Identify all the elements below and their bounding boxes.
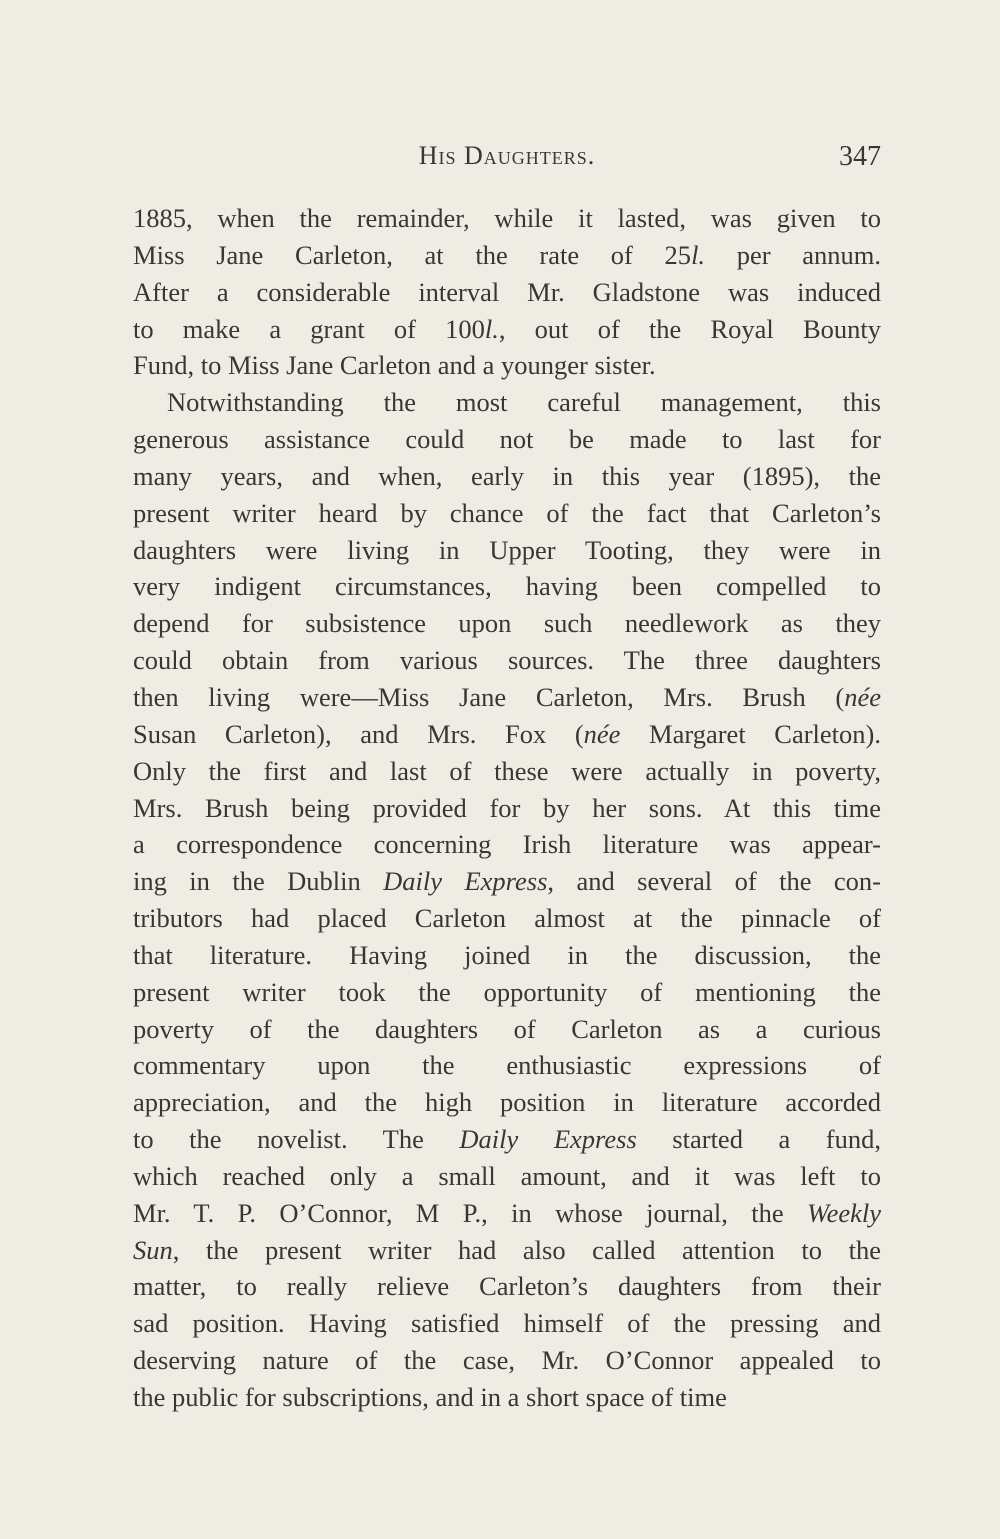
italic-text: l. <box>691 239 706 270</box>
text-run: present writer took the opportunity of mentioning the <box>133 976 881 1007</box>
text-line <box>133 1342 881 1379</box>
text-run: Mr. T. P. O’Connor, M P., in whose journal, the <box>133 1197 807 1228</box>
text-run: a correspondence concerning Irish literature was appear- <box>133 829 881 860</box>
text-run: Miss Jane Carleton, at the rate of 25 <box>133 239 692 270</box>
text-line <box>133 532 881 569</box>
text-run: , the present writer had also called attention to the <box>172 1234 881 1265</box>
text-run: to the novelist. The <box>133 1124 460 1155</box>
running-title: His Daughters. <box>418 141 596 170</box>
text-run: commentary upon the enthusiastic expressions of <box>133 1050 881 1081</box>
text-line <box>133 1268 881 1305</box>
text-line <box>133 311 881 348</box>
text-run: the public for subscriptions, and in a short space of time <box>133 1382 727 1412</box>
text-run: , out of the Royal Bounty <box>498 313 881 344</box>
text-line <box>133 974 881 1011</box>
text-run: Notwithstanding the most careful management, this <box>167 387 881 418</box>
text-line <box>133 679 881 716</box>
text-run: per annum. <box>705 239 881 270</box>
text-run: Fund, to Miss Jane Carleton and a younger sister. <box>133 350 656 381</box>
text-line <box>133 237 881 274</box>
italic-text: l. <box>484 313 499 344</box>
text-run: tributors had placed Carleton almost at the pinnacle of <box>133 903 881 934</box>
italic-text: Daily Express <box>459 1124 637 1155</box>
text-run: sad position. Having satisfied himself of the pressing and <box>133 1308 881 1339</box>
italic-text: Daily Express <box>383 866 548 897</box>
text-line <box>133 1305 881 1342</box>
text-run: ing in the Dublin <box>133 866 384 897</box>
text-run: daughters were living in Upper Tooting, they were in <box>133 534 881 565</box>
text-line <box>133 1121 881 1158</box>
text-line <box>133 421 881 458</box>
text-line <box>133 1047 881 1084</box>
text-line <box>133 347 881 384</box>
text-run: , and several of the con- <box>547 866 881 897</box>
text-line <box>133 495 881 532</box>
text-line <box>133 274 881 311</box>
text-run: generous assistance could not be made to last for <box>133 424 881 455</box>
text-line <box>133 1011 881 1048</box>
italic-text: née <box>583 718 621 749</box>
text-line <box>133 568 881 605</box>
text-line <box>133 458 881 495</box>
italic-text: Weekly <box>806 1197 881 1228</box>
text-run: to make a grant of 100 <box>133 313 485 344</box>
text-run: started a fund, <box>636 1124 881 1155</box>
text-run: which reached only a small amount, and it was left to <box>133 1160 881 1191</box>
text-run: After a considerable interval Mr. Gladstone was induced <box>133 276 881 307</box>
text-run: deserving nature of the case, Mr. O’Connor appealed to <box>133 1345 881 1376</box>
text-line <box>133 1379 881 1416</box>
text-run: Mrs. Brush being provided for by her sons. At this time <box>133 792 881 823</box>
text-run: very indigent circumstances, having been compelled to <box>133 571 881 602</box>
page-header <box>133 141 881 181</box>
text-run: then living were—Miss Jane Carleton, Mrs. Brush ( <box>133 681 845 712</box>
text-run: could obtain from various sources. The three daughters <box>133 645 881 676</box>
text-run: Margaret Carleton). <box>620 718 881 749</box>
italic-text: Sun <box>133 1234 173 1265</box>
text-line <box>133 1158 881 1195</box>
page-number: 347 <box>839 141 881 172</box>
text-run: matter, to really relieve Carleton’s daughters from their <box>133 1271 881 1302</box>
text-run: Susan Carleton), and Mrs. Fox ( <box>133 718 584 749</box>
text-line <box>133 1195 881 1232</box>
italic-text: née <box>844 681 881 712</box>
text-run: poverty of the daughters of Carleton as a curious <box>133 1013 881 1044</box>
text-run: appreciation, and the high position in literature accorded <box>133 1087 881 1118</box>
text-line <box>133 790 881 827</box>
text-line <box>133 384 881 421</box>
text-line <box>133 937 881 974</box>
text-line <box>133 605 881 642</box>
text-line <box>133 1084 881 1121</box>
text-line <box>133 826 881 863</box>
text-run: many years, and when, early in this year (1895), the <box>133 460 881 491</box>
text-line <box>133 642 881 679</box>
text-run: Only the first and last of these were actually in poverty, <box>133 755 881 786</box>
text-line <box>133 863 881 900</box>
text-run: 1885, when the remainder, while it lasted, was given to <box>133 203 881 233</box>
text-line <box>133 200 881 237</box>
text-line <box>133 753 881 790</box>
text-run: depend for subsistence upon such needlework as they <box>133 608 881 639</box>
text-line <box>133 900 881 937</box>
body-text <box>133 200 881 1416</box>
text-line <box>133 716 881 753</box>
text-run: present writer heard by chance of the fact that Carleton’s <box>133 497 881 528</box>
text-line <box>133 1232 881 1269</box>
text-run: that literature. Having joined in the discussion, the <box>133 939 881 970</box>
